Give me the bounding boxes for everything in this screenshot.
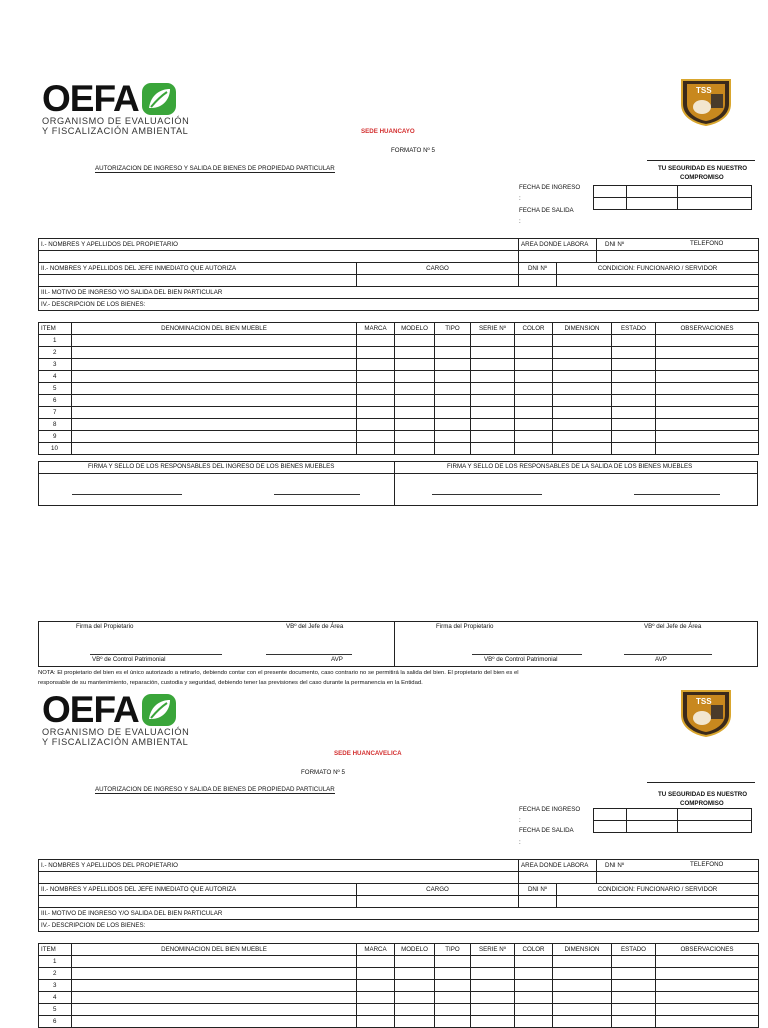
oefa-logo	[42, 80, 189, 136]
col-dimension: DIMENSION	[553, 944, 612, 956]
nota-line-2: responsable de su mantenimiento, reparación, custodia y seguridad, debiendo tener las previsiones del caso durante la permanencia en la Entidad.	[38, 680, 423, 686]
table-row[interactable]	[39, 419, 759, 431]
formato-title: FORMATO Nº 5	[301, 769, 345, 776]
fecha-ingreso-label: FECHA DE INGRESO	[519, 806, 581, 813]
item-number: 1	[39, 956, 72, 968]
table-row[interactable]	[39, 443, 759, 455]
area-field[interactable]	[519, 872, 597, 884]
cargo-field[interactable]	[357, 896, 519, 908]
motivo-label: III.- MOTIVO DE INGRESO Y/O SALIDA DEL BIEN PARTICULAR	[39, 287, 759, 299]
table-row[interactable]	[39, 359, 759, 371]
table-row[interactable]	[39, 431, 759, 443]
signature-line[interactable]	[624, 654, 712, 655]
fecha-cell[interactable]	[594, 809, 627, 821]
col-dimension: DIMENSION	[553, 323, 612, 335]
slogan-line-1: TU SEGURIDAD ES NUESTRO	[658, 165, 748, 172]
motivo-label: III.- MOTIVO DE INGRESO Y/O SALIDA DEL BIEN PARTICULAR	[39, 908, 759, 920]
item-number: 5	[39, 1004, 72, 1016]
telefono-label: TELEFONO	[690, 240, 724, 247]
col-serie: SERIE Nº	[471, 944, 515, 956]
items-header	[39, 944, 759, 956]
dni2-label: DNI Nº	[519, 884, 557, 896]
col-tipo: TIPO	[435, 323, 471, 335]
signature-line[interactable]	[634, 494, 720, 495]
fecha-ingreso-colon: :	[519, 817, 521, 824]
fecha-ingreso-label: FECHA DE INGRESO	[519, 184, 581, 191]
col-observaciones: OBSERVACIONES	[656, 944, 759, 956]
fecha-salida-colon: :	[519, 839, 521, 846]
seal-text: TSS	[696, 697, 712, 706]
fecha-grid[interactable]	[593, 808, 752, 833]
propietario-label: I.- NOMBRES Y APELLIDOS DEL PROPIETARIO	[39, 860, 519, 872]
seal-text: TSS	[696, 86, 712, 95]
firma-propietario-left: Firma del Propietario	[76, 623, 134, 630]
fecha-cell[interactable]	[678, 198, 752, 210]
vb-control-right: VBº de Control Patrimonial	[484, 656, 558, 663]
item-number: 3	[39, 359, 72, 371]
fecha-cell[interactable]	[594, 821, 627, 833]
item-number: 2	[39, 347, 72, 359]
dni-field[interactable]	[597, 872, 759, 884]
signature-line[interactable]	[266, 654, 352, 655]
table-row[interactable]	[39, 956, 759, 968]
logo-line-2: Y FISCALIZACIÓN AMBIENTAL	[42, 736, 189, 747]
item-number: 7	[39, 407, 72, 419]
dni-label: DNI Nº	[597, 860, 759, 872]
table-row[interactable]	[39, 1004, 759, 1016]
item-number: 4	[39, 371, 72, 383]
table-row[interactable]	[39, 347, 759, 359]
fecha-cell[interactable]	[678, 809, 752, 821]
col-color: COLOR	[515, 323, 553, 335]
vb-jefe-right: VBº del Jefe de Área	[644, 623, 702, 630]
table-row[interactable]	[39, 968, 759, 980]
area-field[interactable]	[519, 251, 597, 263]
item-number: 2	[39, 968, 72, 980]
items-table	[38, 322, 759, 455]
item-number: 1	[39, 335, 72, 347]
propietario-field[interactable]	[39, 872, 519, 884]
condicion-label: CONDICION: FUNCIONARIO / SERVIDOR	[557, 263, 759, 275]
table-row[interactable]	[39, 980, 759, 992]
item-number: 6	[39, 1016, 72, 1028]
col-observaciones: OBSERVACIONES	[656, 323, 759, 335]
propietario-label: I.- NOMBRES Y APELLIDOS DEL PROPIETARIO	[39, 239, 519, 251]
formato-title: FORMATO Nº 5	[391, 147, 435, 154]
logo-line-1: ORGANISMO DE EVALUACIÓN	[42, 116, 190, 126]
slogan-line-2: COMPROMISO	[680, 800, 724, 807]
table-row[interactable]	[39, 371, 759, 383]
condicion-field[interactable]	[557, 896, 759, 908]
datos-table	[38, 238, 759, 311]
item-number: 5	[39, 383, 72, 395]
dni2-field[interactable]	[519, 896, 557, 908]
fecha-salida-label: FECHA DE SALIDA	[519, 207, 574, 214]
propietario-field[interactable]	[39, 251, 519, 263]
fecha-ingreso-colon: :	[519, 195, 521, 202]
tss-seal	[678, 687, 734, 742]
fecha-salida-colon: :	[519, 218, 521, 225]
dni2-label: DNI Nº	[519, 263, 557, 275]
dni2-field[interactable]	[519, 275, 557, 287]
condicion-label: CONDICION: FUNCIONARIO / SERVIDOR	[557, 884, 759, 896]
descripcion-label: IV.- DESCRIPCION DE LOS BIENES:	[39, 920, 759, 932]
fecha-cell[interactable]	[627, 809, 678, 821]
signature-line[interactable]	[72, 494, 182, 495]
table-row[interactable]	[39, 992, 759, 1004]
vb-jefe-left: VBº del Jefe de Área	[286, 623, 344, 630]
col-denominacion: DENOMINACION DEL BIEN MUEBLE	[72, 323, 357, 335]
col-denominacion: DENOMINACION DEL BIEN MUEBLE	[72, 944, 357, 956]
doc-title: AUTORIZACION DE INGRESO Y SALIDA DE BIENES DE PROPIEDAD PARTICULAR	[95, 786, 335, 793]
descripcion-label: IV.- DESCRIPCION DE LOS BIENES:	[39, 299, 759, 311]
signature-line[interactable]	[274, 494, 360, 495]
cargo-label: CARGO	[357, 263, 519, 275]
table-row[interactable]	[39, 383, 759, 395]
logo-word: OEFA	[42, 78, 139, 119]
item-number: 3	[39, 980, 72, 992]
col-serie: SERIE Nº	[471, 323, 515, 335]
item-number: 8	[39, 419, 72, 431]
logo-word: OEFA	[42, 689, 139, 730]
logo-line-1: ORGANISMO DE EVALUACIÓN	[42, 727, 190, 737]
fecha-cell[interactable]	[678, 186, 752, 198]
col-estado: ESTADO	[612, 323, 656, 335]
firma-propietario-right: Firma del Propietario	[436, 623, 494, 630]
jefe-field[interactable]	[39, 896, 357, 908]
sede-title: SEDE HUANCAYO	[361, 128, 415, 135]
cargo-field[interactable]	[357, 275, 519, 287]
fecha-grid[interactable]	[593, 185, 752, 210]
dni-label: DNI Nº	[597, 239, 759, 251]
slogan-line-1: TU SEGURIDAD ES NUESTRO	[658, 791, 748, 798]
item-number: 4	[39, 992, 72, 1004]
condicion-field[interactable]	[557, 275, 759, 287]
col-tipo: TIPO	[435, 944, 471, 956]
col-marca: MARCA	[357, 944, 395, 956]
col-marca: MARCA	[357, 323, 395, 335]
jefe-label: II.- NOMBRES Y APELLIDOS DEL JEFE INMEDIATO QUE AUTORIZA	[39, 884, 357, 896]
avp-left: AVP	[331, 656, 343, 663]
col-estado: ESTADO	[612, 944, 656, 956]
item-number: 9	[39, 431, 72, 443]
shield-icon	[678, 687, 734, 737]
nota-line-1: NOTA: El propietario del bien es el único autorizado a retirarlo, debiendo contar con el presente documento, caso contrario no se permitirá la salida del bien. El propietario del bien es el	[38, 670, 519, 676]
jefe-field[interactable]	[39, 275, 357, 287]
fecha-cell[interactable]	[627, 198, 678, 210]
area-label: AREA DONDE LABORA	[519, 239, 597, 251]
tss-seal	[678, 76, 734, 131]
signature-line[interactable]	[90, 654, 222, 655]
col-color: COLOR	[515, 944, 553, 956]
table-row[interactable]	[39, 395, 759, 407]
table-row[interactable]	[39, 407, 759, 419]
avp-right: AVP	[655, 656, 667, 663]
slogan-line-2: COMPROMISO	[680, 174, 724, 181]
table-row[interactable]	[39, 1016, 759, 1028]
firma-ingreso-label: FIRMA Y SELLO DE LOS RESPONSABLES DEL INGRESO DE LOS BIENES MUEBLES	[88, 463, 335, 470]
col-item: ITEM	[39, 944, 72, 956]
sede-title: SEDE HUANCAVELICA	[334, 750, 402, 757]
shield-icon	[678, 76, 734, 126]
col-item: ITEM	[39, 323, 72, 335]
items-header	[39, 323, 759, 335]
doc-title: AUTORIZACION DE INGRESO Y SALIDA DE BIENES DE PROPIEDAD PARTICULAR	[95, 165, 335, 172]
logo-line-2: Y FISCALIZACIÓN AMBIENTAL	[42, 125, 189, 136]
area-label: AREA DONDE LABORA	[519, 860, 597, 872]
fecha-salida-label: FECHA DE SALIDA	[519, 827, 574, 834]
leaf-icon	[141, 82, 177, 116]
slogan-line	[647, 782, 755, 783]
telefono-label: TELEFONO	[690, 861, 724, 868]
fecha-cell[interactable]	[594, 186, 627, 198]
fecha-cell[interactable]	[627, 186, 678, 198]
vb-control-left: VBº de Control Patrimonial	[92, 656, 166, 663]
fecha-cell[interactable]	[627, 821, 678, 833]
datos-table	[38, 859, 759, 932]
firma-salida-label: FIRMA Y SELLO DE LOS RESPONSABLES DE LA SALIDA DE LOS BIENES MUEBLES	[447, 463, 693, 470]
col-modelo: MODELO	[395, 323, 435, 335]
jefe-label: II.- NOMBRES Y APELLIDOS DEL JEFE INMEDIATO QUE AUTORIZA	[39, 263, 357, 275]
item-number: 10	[39, 443, 72, 455]
fecha-cell[interactable]	[594, 198, 627, 210]
slogan-line	[647, 160, 755, 161]
signature-line[interactable]	[432, 494, 542, 495]
signature-line[interactable]	[472, 654, 582, 655]
table-row[interactable]	[39, 335, 759, 347]
dni-field[interactable]	[597, 251, 759, 263]
col-modelo: MODELO	[395, 944, 435, 956]
leaf-icon	[141, 693, 177, 727]
cargo-label: CARGO	[357, 884, 519, 896]
fecha-cell[interactable]	[678, 821, 752, 833]
item-number: 6	[39, 395, 72, 407]
items-table	[38, 943, 759, 1028]
oefa-logo	[42, 691, 189, 747]
